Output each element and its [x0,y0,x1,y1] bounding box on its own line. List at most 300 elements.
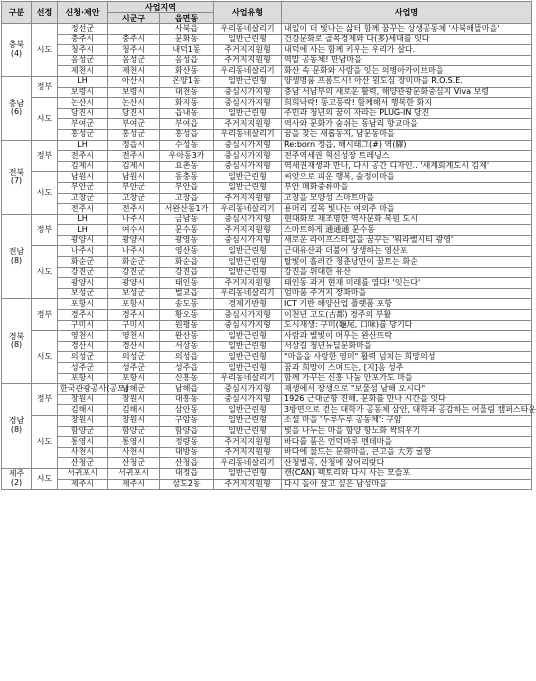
sigungu-cell: 의성군 [108,352,160,363]
project-name-cell: 바다를 품은 언덕마루 멘데마을 [282,437,532,448]
sigungu-cell: 충주시 [108,34,160,45]
table-row [2,458,532,469]
sigungu-cell: 보성군 [108,288,160,299]
sigungu-cell: 김제시 [108,161,160,172]
eupmyeon-cell: 고창읍 [160,193,214,204]
table-row [2,140,532,151]
table-row [2,45,532,56]
table-row [2,129,532,140]
table-row [2,55,532,66]
region-name: 전북 [8,167,25,177]
eupmyeon-cell: 의성읍 [160,352,214,363]
project-name-cell: 역사와 문화가 숨쉬는 동남리 향교마을 [282,119,532,130]
table-row [2,87,532,98]
selection-cell: 정부 [32,76,58,97]
project-name-cell: 역세권재생과 만나, 다시 공간 디자인.. '새계회계도시 김제' [282,161,532,172]
proposer-cell: 전주시 [58,204,108,215]
type-cell: 우리동네살리기 [214,66,282,77]
eupmyeon-cell: 대방동 [160,447,214,458]
sigungu-cell: 성주군 [108,363,160,374]
selection-cell: 정부 [32,299,58,331]
type-cell: 중심시가지형 [214,235,282,246]
type-cell: 우리동네살리기 [214,458,282,469]
type-cell: 주거지지원형 [214,479,282,490]
type-cell: 일반근린형 [214,468,282,479]
project-name-cell: 꿈과 희망이 스며드는, [지]음 성주 [282,363,532,374]
type-cell: 우리동네살리기 [214,24,282,35]
selection-cell: 시도 [32,24,58,77]
sigungu-cell: 고창군 [108,193,160,204]
project-name-cell: 내일이 더 빛나는 삶터 함께 꿈꾸는 상생공동체 '사북해뜰마을' [282,24,532,35]
sigungu-cell: 부안군 [108,182,160,193]
sigungu-cell: 여수시 [108,225,160,236]
project-name-cell: 주민과 청년의 꿈이 자라는 PLUG-IN 당진 [282,108,532,119]
table-row [2,352,532,363]
eupmyeon-cell: 삼안동 [160,405,214,416]
proposer-cell: 김제시 [58,161,108,172]
project-name-cell: 스마트하게 通通通 문수동 [282,225,532,236]
type-cell: 주거지지원형 [214,225,282,236]
sigungu-cell: 나주시 [108,214,160,225]
proposer-cell: 한국관광공사(공모) [58,384,108,395]
eupmyeon-cell: 강진읍 [160,267,214,278]
type-cell: 일반근린형 [214,415,282,426]
table-row [2,182,532,193]
project-name-cell: ICT 기반 해양산업 플랫폼 포항 [282,299,532,310]
sigungu-cell: 김해시 [108,405,160,416]
sigungu-cell: 제천시 [108,66,160,77]
proposer-cell: 영천시 [58,331,108,342]
eupmyeon-cell: 서완산동1가 [160,204,214,215]
eupmyeon-cell: 부안읍 [160,182,214,193]
table-row [2,172,532,183]
project-name-cell: 함께 가꾸는 신흥 나눔 안포가도 마을 [282,373,532,384]
proposer-cell: 통영시 [58,437,108,448]
type-cell: 주거지지원형 [214,55,282,66]
sigungu-cell: 제주시 [108,479,160,490]
header-gu: 구분 [2,2,32,24]
eupmyeon-cell: 온양1동 [160,76,214,87]
sigungu-cell: 창원시 [108,394,160,405]
header-proposer: 신청·제안 [58,2,108,24]
sigungu-cell: 함양군 [108,426,160,437]
type-cell: 중심시가지형 [214,151,282,162]
table-row [2,151,532,162]
proposer-cell: 의성군 [58,352,108,363]
type-cell: 주거지지원형 [214,119,282,130]
type-cell: 중심시가지형 [214,214,282,225]
proposer-cell: 함양군 [58,426,108,437]
table-header [2,2,532,24]
table-row [2,119,532,130]
type-cell: 중심시가지형 [214,384,282,395]
type-cell: 중심시가지형 [214,394,282,405]
proposer-cell: 광양시 [58,278,108,289]
project-name-cell: 희희낙락! 동고동락! 함께해서 행복한 화지 [282,98,532,109]
eupmyeon-cell: 수성동 [160,140,214,151]
sigungu-cell: 논산시 [108,98,160,109]
sigungu-cell: 홍성군 [108,129,160,140]
proposer-cell: 고창군 [58,193,108,204]
sigungu-cell: 경주시 [108,310,160,321]
project-name-cell: 현대화로 재조명한 역사문화 복원 도시 [282,214,532,225]
eupmyeon-cell: 황오동 [160,310,214,321]
sigungu-cell: 경산시 [108,341,160,352]
eupmyeon-cell: 대정읍 [160,468,214,479]
header-sigungu: 시군구 [108,13,160,24]
proposer-cell: 경산시 [58,341,108,352]
type-cell: 일반근린형 [214,405,282,416]
type-cell: 주거지지원형 [214,437,282,448]
type-cell: 일반근린형 [214,267,282,278]
table-row [2,193,532,204]
type-cell: 중심시가지형 [214,320,282,331]
selection-cell: 시도 [32,246,58,299]
project-name-cell: 충남 서남부의 새로운 활력, 해양관광문화중심지 Viva 보령 [282,87,532,98]
proposer-cell: LH [58,214,108,225]
project-name-cell: 1926 근대군항 진해, 문화를 만나 시간을 잇다 [282,394,532,405]
proposer-cell: 제주시 [58,479,108,490]
proposer-cell: 보령시 [58,87,108,98]
eupmyeon-cell: 신흥동 [160,373,214,384]
proposer-cell: LH [58,76,108,87]
eupmyeon-cell: 요촌동 [160,161,214,172]
project-name-cell: 소셜 마을 '두루두루 공동체': 구암 [282,415,532,426]
eupmyeon-cell: 완산동 [160,331,214,342]
eupmyeon-cell: 원평동 [160,320,214,331]
type-cell: 중심시가지형 [214,310,282,321]
table-row [2,267,532,278]
proposer-cell: 서귀포시 [58,468,108,479]
table-row [2,341,532,352]
project-name-cell: 고창을 모양성 스마트마을 [282,193,532,204]
region-name: 충북 [8,40,25,50]
eupmyeon-cell: 문화동 [160,34,214,45]
region-count: (4) [10,48,23,58]
project-name-cell: 부안 매화중류마을 [282,182,532,193]
project-name-cell: 건강문화로 골목경제와 다(多)세대를 잇다 [282,34,532,45]
type-cell: 중심시가지형 [214,140,282,151]
region-name: 제주 [8,469,25,479]
selection-cell: 시도 [32,172,58,214]
proposer-cell: LH [58,225,108,236]
eupmyeon-cell: 성주읍 [160,363,214,374]
region-count: (6) [10,107,23,117]
project-name-cell: 강진을 위대한 유산 [282,267,532,278]
table-row [2,310,532,321]
proposer-cell: 강진군 [58,267,108,278]
project-name-cell: 서상길 청년뉴딜문화마을 [282,341,532,352]
proposer-cell: LH [58,140,108,151]
eupmyeon-cell: 광영동 [160,235,214,246]
type-cell: 중심시가지형 [214,87,282,98]
table-row [2,394,532,405]
project-name-cell: 꿈을 찾는 새롭동지, 남문동마을 [282,129,532,140]
project-name-cell: 탈빛이 흘러간 청춘낭만이 꿈트는 화순 [282,257,532,268]
selection-cell: 정부 [32,140,58,172]
eupmyeon-cell: 동충동 [160,172,214,183]
proposer-cell: 성주군 [58,363,108,374]
proposer-cell: 나주시 [58,246,108,257]
sigungu-cell: 남해군 [108,384,160,395]
sigungu-cell: 전주시 [108,151,160,162]
region-name: 경북 [8,331,25,341]
project-name-cell: 근대유산과 더불어 상생하는 영산포 [282,246,532,257]
sigungu-cell: 포항시 [108,373,160,384]
type-cell: 일반근린형 [214,363,282,374]
table-row [2,384,532,395]
header-area: 사업지역 [108,2,214,13]
project-name-cell: 도시재생: 구미(龜尾, 口味)를 당기다 [282,320,532,331]
selection-cell: 시도 [32,415,58,468]
table-row [2,331,532,342]
eupmyeon-cell: 금남동 [160,214,214,225]
project-name-cell: 태인동 과거 현재 미래를 열다! '잇는다' [282,278,532,289]
proposer-cell: 사천시 [58,447,108,458]
sigungu-cell: 영천시 [108,331,160,342]
proposer-cell: 포항시 [58,299,108,310]
sigungu-cell: 남원시 [108,172,160,183]
sigungu-cell: 보령시 [108,87,160,98]
proposer-cell: 제천시 [58,66,108,77]
eupmyeon-cell: 음성읍 [160,55,214,66]
header-type: 사업유형 [214,2,282,24]
proposer-cell: 산청군 [58,458,108,469]
eupmyeon-cell: 화순읍 [160,257,214,268]
region-name: 전남 [8,246,25,256]
type-cell: 일반근린형 [214,246,282,257]
table-row [2,204,532,215]
eupmyeon-cell: 태인동 [160,278,214,289]
region-count: (8) [10,340,23,350]
table-row [2,426,532,437]
header-name: 사업명 [282,2,532,24]
region-name: 경남 [8,416,25,426]
table-row [2,214,532,225]
proposer-cell: 창원시 [58,415,108,426]
region-count: (7) [10,176,23,186]
sigungu-cell: 광양시 [108,278,160,289]
project-name-cell: 내덕에 사는 함께 키우는 우리가 살다. [282,45,532,56]
eupmyeon-cell: 문수동 [160,225,214,236]
eupmyeon-cell: 정량동 [160,437,214,448]
selection-cell: 시도 [32,98,58,140]
table-row [2,479,532,490]
sigungu-cell: 통영시 [108,437,160,448]
proposer-cell: 음성군 [58,55,108,66]
type-cell: 우리동네살리기 [214,373,282,384]
type-cell: 중심시가지형 [214,161,282,172]
proposer-cell: 광양시 [58,235,108,246]
eupmyeon-cell: 화지동 [160,98,214,109]
region-cell [2,214,32,299]
table-body [2,23,536,490]
project-name-cell: 양생명품 프롬드시! 아산 원도심 장미마을 R.O.S.E. [282,76,532,87]
project-table [1,1,536,490]
table-row [2,415,532,426]
region-count: (2) [10,478,23,488]
eupmyeon-cell: 서상동 [160,341,214,352]
proposer-cell: 경주시 [58,310,108,321]
type-cell: 우리동네살리기 [214,204,282,215]
eupmyeon-cell: 함양읍 [160,426,214,437]
sigungu-cell: 서귀포시 [108,468,160,479]
project-name-cell: 씨앗으로 피운 행복, 숲정이마을 [282,172,532,183]
region-count: (8) [10,425,23,435]
type-cell: 주거지지원형 [214,447,282,458]
project-name-cell: Re:born 정읍, 해시태그(#) 역(驛) [282,140,532,151]
proposer-cell: 전주시 [58,151,108,162]
table-row [2,320,532,331]
type-cell: 일반근린형 [214,257,282,268]
region-cell [2,24,32,77]
type-cell: 주거지지원형 [214,45,282,56]
proposer-cell: 당진시 [58,108,108,119]
region-cell [2,140,32,214]
project-name-cell: 용머리 길목 빛나는 여의주 마을 [282,204,532,215]
proposer-cell: 창원시 [58,394,108,405]
type-cell: 중심시가지형 [214,98,282,109]
eupmyeon-cell: 구암동 [160,415,214,426]
eupmyeon-cell: 삼도2동 [160,479,214,490]
table-row [2,447,532,458]
sigungu-cell: 포항시 [108,299,160,310]
project-name-cell: 빛을 나누는 마을 함양 항노화 싹틔우기 [282,426,532,437]
table-row [2,225,532,236]
sigungu-cell: 나주시 [108,246,160,257]
proposer-cell: 홍성군 [58,129,108,140]
selection-cell: 정부 [32,384,58,416]
type-cell: 경제기반형 [214,299,282,310]
region-count: (8) [10,255,23,265]
table-row [2,24,532,35]
table-row [2,299,532,310]
table-row [2,161,532,172]
project-name-cell: 캔(CAN) 팩토리와 다시 사는 모슬포 [282,468,532,479]
proposer-cell: 김해시 [58,405,108,416]
eupmyeon-cell: 내덕1동 [160,45,214,56]
eupmyeon-cell: 읍내동 [160,108,214,119]
selection-cell: 시도 [32,331,58,384]
eupmyeon-cell: 남해읍 [160,384,214,395]
sigungu-cell: 청주시 [108,45,160,56]
proposer-cell: 충주시 [58,34,108,45]
project-name-cell: 화산 속 문화와 사람을 잇는 의병아카이브마을 [282,66,532,77]
sigungu-cell: 광양시 [108,235,160,246]
selection-cell: 시도 [32,468,58,489]
sigungu-cell: 구미시 [108,320,160,331]
table-row [2,363,532,374]
selection-cell: 정부 [32,214,58,246]
eupmyeon-cell: 벌교읍 [160,288,214,299]
eupmyeon-cell: 사북읍 [160,24,214,35]
proposer-cell: 남원시 [58,172,108,183]
eupmyeon-cell: 대천동 [160,87,214,98]
sigungu-cell: 음성군 [108,55,160,66]
eupmyeon-cell: 홍성읍 [160,129,214,140]
region-cell [2,76,32,140]
table-row [2,98,532,109]
project-name-cell: 바다에 물드는 문화마을, 큰고을 大芳 굴항 [282,447,532,458]
table-row [2,257,532,268]
table-row [2,278,532,289]
project-name-cell: "마을을 사랑한 영미" 활력 넘치는 희망의성 [282,352,532,363]
type-cell: 일반근린형 [214,34,282,45]
region-cell [2,299,32,384]
eupmyeon-cell: 영산동 [160,246,214,257]
project-name-cell: 역말 공동체! 만남마을 [282,55,532,66]
sigungu-cell: 창원시 [108,415,160,426]
table-row [2,405,532,416]
type-cell: 일반근린형 [214,172,282,183]
project-name-cell: 3방면으로 걷는 대학가 공동체 삼안, 대학과 공감하는 어울림 캠퍼스타운 [282,405,532,416]
sigungu-cell: 화순군 [108,257,160,268]
eupmyeon-cell: 산청읍 [160,458,214,469]
table-row [2,468,532,479]
proposer-cell: 논산시 [58,98,108,109]
table-row [2,373,532,384]
type-cell: 우리동네살리기 [214,129,282,140]
project-name-cell: 이천년 고도(古都) 경주의 부활 [282,310,532,321]
proposer-cell: 정선군 [58,24,108,35]
proposer-cell: 청주시 [58,45,108,56]
header-eupmyeon: 읍면동 [160,13,214,24]
sigungu-cell: 정읍시 [108,140,160,151]
region-cell [2,384,32,469]
table-row [2,108,532,119]
type-cell: 주거지지원형 [214,278,282,289]
eupmyeon-cell: 우아동3가 [160,151,214,162]
type-cell: 일반근린형 [214,108,282,119]
region-name: 충남 [8,98,25,108]
type-cell: 주거지지원형 [214,193,282,204]
project-name-cell: 새로운 라이프스타일을 꿈꾸는 '워라밸시티 광영' [282,235,532,246]
proposer-cell: 부안군 [58,182,108,193]
table-row [2,66,532,77]
eupmyeon-cell: 대흥동 [160,394,214,405]
sigungu-cell: 전주시 [108,204,160,215]
type-cell: 일반근린형 [214,341,282,352]
project-name-cell: 다시 돌아 살고 싶은 남성마을 [282,479,532,490]
sigungu-cell: 부여군 [108,119,160,130]
eupmyeon-cell: 화산동 [160,66,214,77]
region-cell [2,468,32,489]
table-row [2,76,532,87]
table-row [2,288,532,299]
table-row [2,437,532,448]
sigungu-cell: 아산시 [108,76,160,87]
header-seon: 선정 [32,2,58,24]
table-row [2,246,532,257]
type-cell: 우리동네살리기 [214,288,282,299]
eupmyeon-cell: 부여읍 [160,119,214,130]
sigungu-cell [108,24,160,35]
project-name-cell: 사람과 별빛이 머무는 완산뜨락 [282,331,532,342]
project-name-cell: 전주역세권 혁신성장 트레닝스 [282,151,532,162]
sigungu-cell: 강진군 [108,267,160,278]
project-name-cell: 엄마품 주거지 장좌마을 [282,288,532,299]
proposer-cell: 보성군 [58,288,108,299]
sigungu-cell: 산청군 [108,458,160,469]
proposer-cell: 부여군 [58,119,108,130]
table-row [2,34,532,45]
proposer-cell: 구미시 [58,320,108,331]
type-cell: 일반근린형 [214,426,282,437]
type-cell: 일반근린형 [214,352,282,363]
type-cell: 일반근린형 [214,76,282,87]
project-name-cell: 재생에서 장생으로 "보물섬 남해 오시다" [282,384,532,395]
table-row [2,235,532,246]
